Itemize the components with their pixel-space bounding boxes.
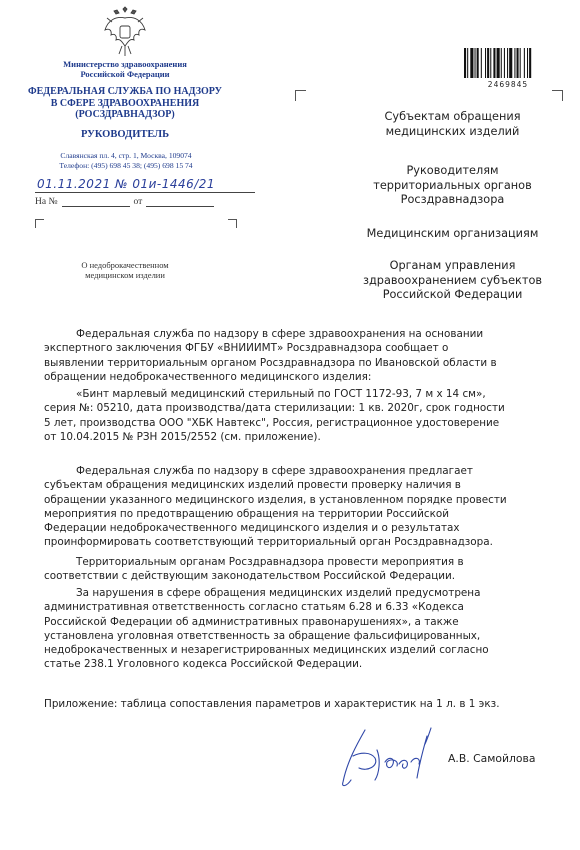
addressee-line: территориальных органов bbox=[373, 178, 532, 192]
service-line: В СФЕРЕ ЗДРАВООХРАНЕНИЯ bbox=[50, 97, 200, 109]
text-line: субъектам обращения медицинских изделий провести проверку наличия в bbox=[44, 479, 461, 492]
text-line: проинформировать соответствующий территориальный орган Росздравнадзора. bbox=[44, 536, 493, 549]
addressee-line: Руководителям bbox=[406, 164, 499, 177]
barcode-bar bbox=[485, 48, 486, 78]
barcode-bar bbox=[477, 48, 479, 78]
barcode-bar bbox=[475, 48, 476, 78]
addressee-line: Медицинским организациям bbox=[366, 227, 539, 240]
text-line: Федеральная служба по надзору в сфере здравоохранения на основании bbox=[76, 328, 484, 340]
ref-number-blank bbox=[62, 206, 130, 207]
barcode-bar bbox=[481, 48, 482, 78]
corner-mark bbox=[228, 219, 237, 228]
barcode-bar bbox=[517, 48, 519, 78]
barcode-image bbox=[463, 48, 553, 78]
ref-from: от bbox=[133, 197, 143, 207]
head-title: РУКОВОДИТЕЛЬ bbox=[80, 129, 170, 140]
text-line: от 10.04.2015 № РЗН 2015/2552 (см. приложение). bbox=[44, 430, 321, 443]
corner-mark bbox=[35, 219, 44, 228]
addressee-block bbox=[330, 259, 575, 303]
text-line: экспертного заключения ФГБУ «ВНИИИМТ» Росздравнадзора сообщает о bbox=[44, 342, 449, 355]
text-line: обращении недоброкачественного медицинского изделия: bbox=[44, 370, 372, 383]
body-paragraph bbox=[44, 387, 549, 444]
subject-line: медицинском изделии bbox=[85, 270, 165, 280]
text-line: обращении указанного медицинского изделия, в установленном порядке провести bbox=[44, 493, 507, 506]
address-line: Телефон: (495) 698 45 38; (495) 698 15 74 bbox=[59, 160, 193, 170]
ref-date-blank bbox=[146, 206, 214, 207]
address-line: Славянская пл. 4, стр. 1, Москва, 109074 bbox=[60, 151, 192, 160]
barcode-bar bbox=[497, 48, 500, 78]
barcode-bar bbox=[507, 48, 508, 78]
ministry-line: Министерство здравоохранения bbox=[63, 59, 187, 69]
text-line: Федеральная служба по надзору в сфере здравоохранения предлагает bbox=[76, 465, 473, 477]
addressee-line: Росздравнадзора bbox=[400, 193, 505, 206]
body-paragraph bbox=[44, 464, 549, 550]
barcode-bar bbox=[490, 48, 491, 78]
barcode-bar bbox=[524, 48, 525, 78]
service-name bbox=[18, 86, 232, 121]
barcode-bar bbox=[467, 48, 468, 78]
signer-name: А.В. Самойлова bbox=[448, 752, 536, 765]
barcode-bar bbox=[504, 48, 505, 78]
text-line: административная ответственность согласно статьям 6.28 и 6.33 «Кодекса bbox=[44, 601, 464, 614]
text-line: установлена уголовная ответственность за обращение фальсифицированных, bbox=[44, 629, 481, 642]
addressee-line: Российской Федерации bbox=[382, 288, 523, 301]
text-line: Территориальным органам Росздравнадзора провести мероприятия в bbox=[76, 556, 464, 568]
letterhead-address bbox=[28, 151, 224, 170]
text-line: 5 лет, производства ООО "ХБК Навтекс", Россия, регистрационное удостоверение bbox=[44, 416, 500, 429]
barcode-number: 2469845 bbox=[487, 80, 529, 89]
text-line: статье 238.1 Уголовного кодекса Российской Федерации. bbox=[44, 658, 363, 671]
barcode-bar bbox=[527, 48, 528, 78]
addressee-line: медицинских изделий bbox=[385, 124, 520, 138]
addressee-block bbox=[330, 110, 575, 139]
handwritten-signature bbox=[335, 722, 450, 792]
text-line: За нарушения в сфере обращения медицинских изделий предусмотрена bbox=[76, 587, 481, 599]
addressee-line: Субъектам обращения bbox=[384, 110, 521, 123]
reference-row bbox=[35, 197, 218, 207]
text-line: Федерации недоброкачественного медицинского изделия и о результатах bbox=[44, 522, 460, 535]
barcode-bar bbox=[501, 48, 502, 78]
addressee-line: Органам управления bbox=[389, 259, 516, 272]
barcode-bar bbox=[493, 48, 495, 78]
handwritten-date-number: 01.11.2021 № 01и-1446/21 bbox=[37, 177, 216, 191]
barcode-bar bbox=[470, 48, 473, 78]
addressee-block bbox=[330, 164, 575, 208]
text-line: соответствии с действующим законодательством Российской Федерации. bbox=[44, 570, 456, 583]
subject-note bbox=[45, 260, 205, 280]
ref-prefix: На № bbox=[35, 197, 58, 207]
barcode-bar bbox=[487, 48, 489, 78]
text-line: недоброкачественных и незарегистрированных медицинских изделий согласно bbox=[44, 644, 489, 657]
text-line: серия №: 05210, дата производства/дата стерилизации: 1 кв. 2020г, срок годности bbox=[44, 402, 505, 415]
text-line: «Бинт марлевый медицинский стерильный по ГОСТ 1172-93, 7 м х 14 см», bbox=[76, 388, 486, 400]
text-line: Российской Федерации об административных правонарушениях», а также bbox=[44, 615, 459, 628]
subject-line: О недоброкачественном bbox=[81, 260, 169, 270]
date-underline bbox=[35, 192, 255, 193]
barcode-bar bbox=[464, 48, 466, 78]
barcode-bar bbox=[529, 48, 531, 78]
body-paragraph bbox=[44, 327, 549, 384]
text-line: выявлении территориальным органом Росздравнадзора по Ивановской области в bbox=[44, 356, 497, 369]
corner-mark bbox=[552, 90, 563, 101]
service-line: (РОСЗДРАВНАДЗОР) bbox=[75, 109, 175, 120]
addressee-block bbox=[330, 227, 575, 242]
corner-mark bbox=[295, 90, 306, 101]
barcode-bar bbox=[514, 48, 515, 78]
body-paragraph bbox=[44, 555, 549, 584]
coat-of-arms-emblem bbox=[102, 6, 148, 58]
barcode-bar bbox=[509, 48, 512, 78]
text-line: мероприятия по предотвращению обращения на территории Российской bbox=[44, 507, 449, 520]
addressee-line: здравоохранением субъектов bbox=[362, 273, 543, 287]
ministry-name bbox=[30, 59, 220, 79]
ministry-line: Российской Федерации bbox=[80, 69, 170, 79]
body-paragraph bbox=[44, 586, 549, 672]
service-line: ФЕДЕРАЛЬНАЯ СЛУЖБА ПО НАДЗОРУ bbox=[28, 86, 222, 97]
attachment-note: Приложение: таблица сопоставления параметров и характеристик на 1 л. в 1 экз. bbox=[44, 698, 500, 710]
barcode-bar bbox=[520, 48, 521, 78]
